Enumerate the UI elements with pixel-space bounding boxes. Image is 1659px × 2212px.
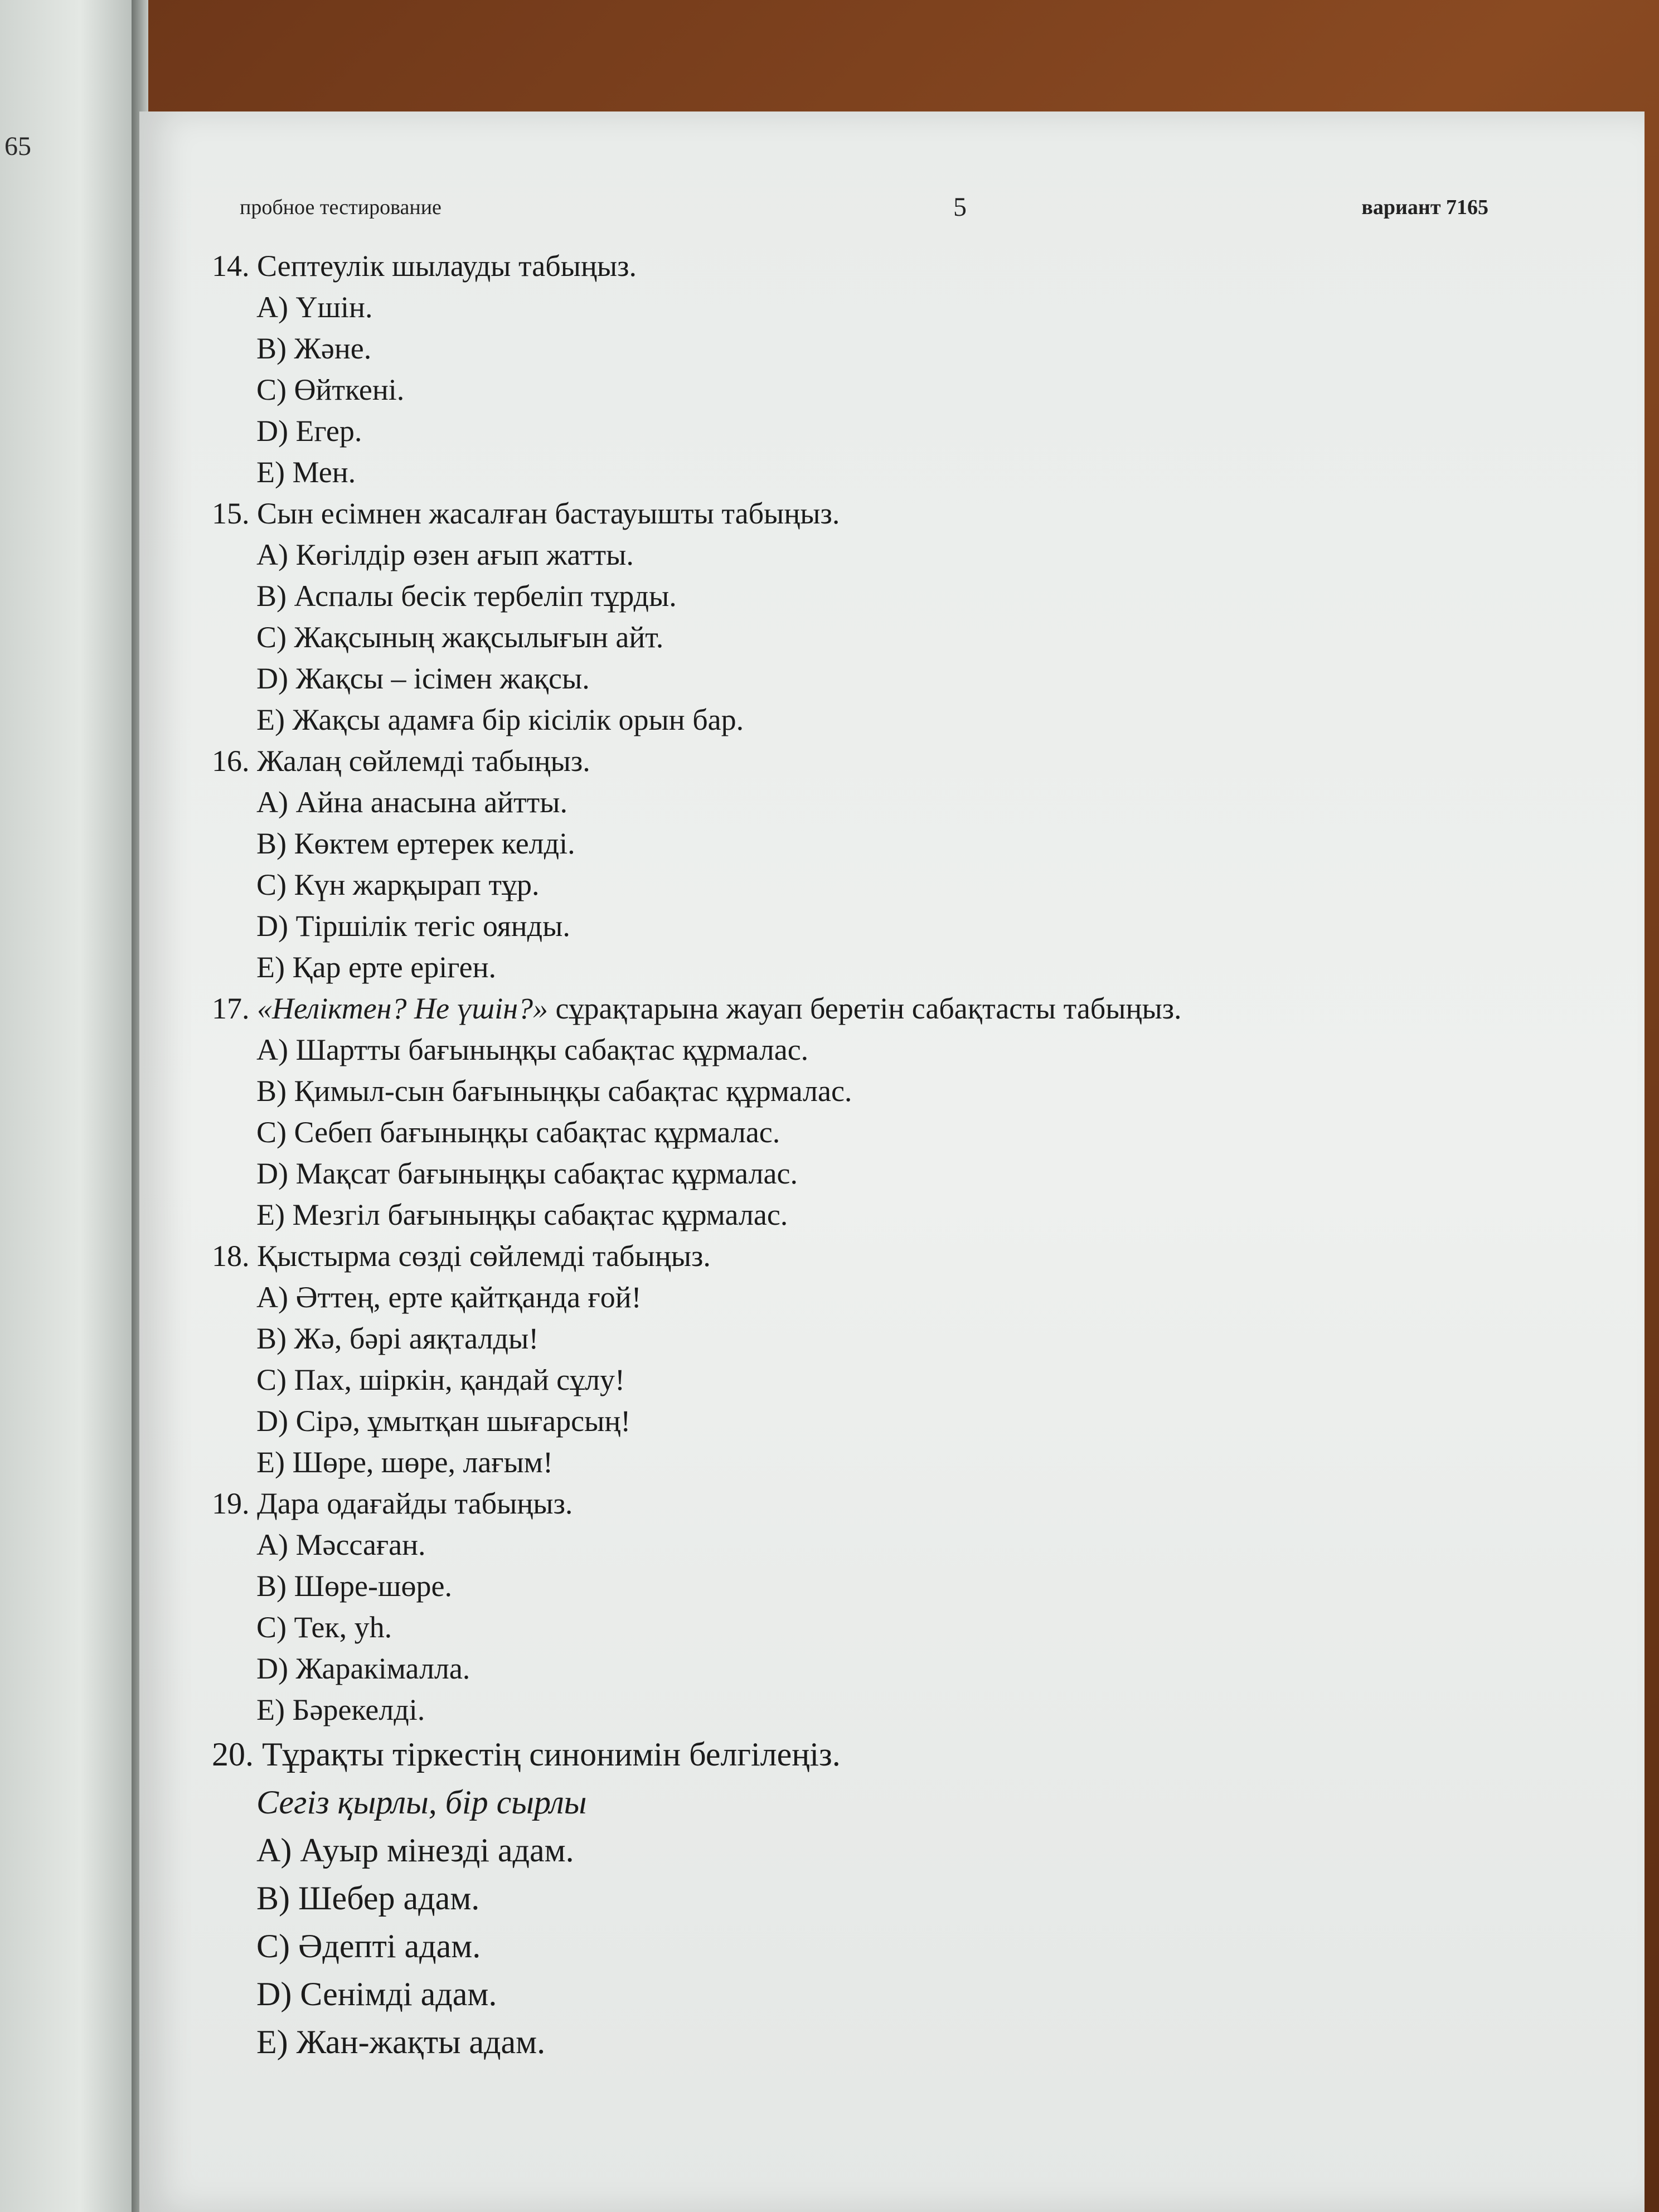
page-number: 5 bbox=[953, 192, 967, 222]
answer-option-c[interactable]: C) Пах, шіркін, қандай сұлу! bbox=[256, 1363, 625, 1396]
answer-option-e[interactable]: E) Шөре, шөре, лағым! bbox=[256, 1445, 553, 1479]
answer-option-b[interactable]: B) Және. bbox=[256, 332, 372, 365]
question-text: Жалаң сөйлемді табыңыз. bbox=[257, 744, 590, 778]
answer-option-e[interactable]: E) Мезгіл бағыныңқы сабақтас құрмалас. bbox=[256, 1198, 788, 1231]
test-page bbox=[139, 111, 1645, 2212]
answer-option-b[interactable]: B) Шебер адам. bbox=[256, 1880, 480, 1917]
header-title: пробное тестирование bbox=[240, 196, 442, 219]
answer-option-c[interactable]: C) Жақсының жақсылығын айт. bbox=[256, 620, 664, 654]
question-15 bbox=[212, 493, 1533, 740]
answer-option-a[interactable]: A) Айна анасына айтты. bbox=[256, 785, 568, 819]
questions-list bbox=[212, 245, 1533, 2066]
question-number: 17. bbox=[212, 992, 250, 1025]
question-14 bbox=[212, 245, 1533, 493]
answer-option-b[interactable]: B) Жә, бәрі аяқталды! bbox=[256, 1322, 539, 1355]
question-number: 19. bbox=[212, 1487, 250, 1520]
answer-option-a[interactable]: A) Шартты бағыныңқы сабақтас құрмалас. bbox=[256, 1033, 809, 1066]
question-number: 16. bbox=[212, 744, 250, 778]
question-title bbox=[212, 1730, 1533, 1778]
answer-option-e[interactable]: E) Қар ерте еріген. bbox=[256, 950, 497, 984]
answer-option-e[interactable]: E) Жақсы адамға бір кісілік орын бар. bbox=[256, 703, 744, 736]
answer-option-d[interactable]: D) Жаракімалла. bbox=[256, 1652, 470, 1685]
answer-option-b[interactable]: B) Аспалы бесік тербеліп тұрды. bbox=[256, 579, 677, 613]
answer-option-c[interactable]: C) Өйткені. bbox=[256, 373, 405, 406]
question-number: 14. bbox=[212, 249, 250, 283]
answer-option-d[interactable]: D) Егер. bbox=[256, 414, 362, 448]
answer-option-e[interactable]: E) Мен. bbox=[256, 455, 356, 489]
answer-option-b[interactable]: B) Шөре-шөре. bbox=[256, 1569, 452, 1603]
question-19 bbox=[212, 1483, 1533, 1730]
answer-option-e[interactable]: E) Жан-жақты адам. bbox=[256, 2024, 546, 2060]
question-text: Тұрақты тіркестің синонимін белгілеңіз. bbox=[262, 1736, 841, 1773]
answer-option-b[interactable]: B) Көктем ертерек келді. bbox=[256, 827, 575, 860]
question-number: 18. bbox=[212, 1239, 250, 1273]
answer-option-c[interactable]: C) Тек, уһ. bbox=[256, 1611, 392, 1644]
question-text: Сын есімнен жасалған бастауышты табыңыз. bbox=[257, 497, 840, 530]
answer-option-c[interactable]: C) Әдепті адам. bbox=[256, 1928, 481, 1964]
answer-option-a[interactable]: A) Көгілдір өзен ағып жатты. bbox=[256, 538, 634, 571]
question-text-italic: «Неліктен? Не үшін?» bbox=[257, 992, 548, 1025]
answer-option-d[interactable]: D) Мақсат бағыныңқы сабақтас құрмалас. bbox=[256, 1157, 798, 1190]
question-18 bbox=[212, 1235, 1533, 1483]
answer-option-b[interactable]: B) Қимыл-сын бағыныңқы сабақтас құрмалас. bbox=[256, 1074, 852, 1108]
answer-option-a[interactable]: A) Әттең, ерте қайтқанда ғой! bbox=[256, 1280, 642, 1314]
answer-option-d[interactable]: D) Сірә, ұмытқан шығарсың! bbox=[256, 1404, 631, 1438]
question-title bbox=[212, 988, 1533, 1029]
previous-page-number: 65 bbox=[4, 132, 31, 161]
idiom-phrase: Сегіз қырлы, бір сырлы bbox=[256, 1784, 587, 1821]
page-header bbox=[240, 192, 1488, 229]
question-title bbox=[212, 245, 1533, 287]
answer-option-d[interactable]: D) Тіршілік тегіс оянды. bbox=[256, 909, 570, 943]
question-title bbox=[212, 740, 1533, 782]
answer-option-a[interactable]: A) Мәссаған. bbox=[256, 1528, 426, 1561]
question-20 bbox=[212, 1730, 1533, 2066]
question-title bbox=[212, 1235, 1533, 1277]
question-17 bbox=[212, 988, 1533, 1235]
variant-label: вариант 7165 bbox=[1361, 196, 1488, 219]
question-number: 20. bbox=[212, 1736, 254, 1773]
question-text: сұрақтарына жауап беретін сабақтасты табыңыз. bbox=[548, 992, 1182, 1025]
answer-option-a[interactable]: A) Ауыр мінезді адам. bbox=[256, 1832, 574, 1869]
answer-option-e[interactable]: E) Бәрекелді. bbox=[256, 1693, 425, 1726]
previous-page-edge bbox=[0, 0, 137, 2212]
question-16 bbox=[212, 740, 1533, 988]
answer-option-a[interactable]: A) Үшін. bbox=[256, 290, 373, 324]
question-text: Қыстырма сөзді сөйлемді табыңыз. bbox=[257, 1239, 711, 1273]
question-text: Дара одағайды табыңыз. bbox=[257, 1487, 573, 1520]
question-number: 15. bbox=[212, 497, 250, 530]
answer-option-c[interactable]: C) Күн жарқырап тұр. bbox=[256, 868, 540, 901]
question-title bbox=[212, 1483, 1533, 1524]
question-text: Септеулік шылауды табыңыз. bbox=[257, 249, 637, 283]
answer-option-d[interactable]: D) Сенімді адам. bbox=[256, 1976, 497, 2012]
answer-option-d[interactable]: D) Жақсы – ісімен жақсы. bbox=[256, 662, 590, 695]
answer-option-c[interactable]: C) Себеп бағыныңқы сабақтас құрмалас. bbox=[256, 1115, 780, 1149]
question-title bbox=[212, 493, 1533, 534]
